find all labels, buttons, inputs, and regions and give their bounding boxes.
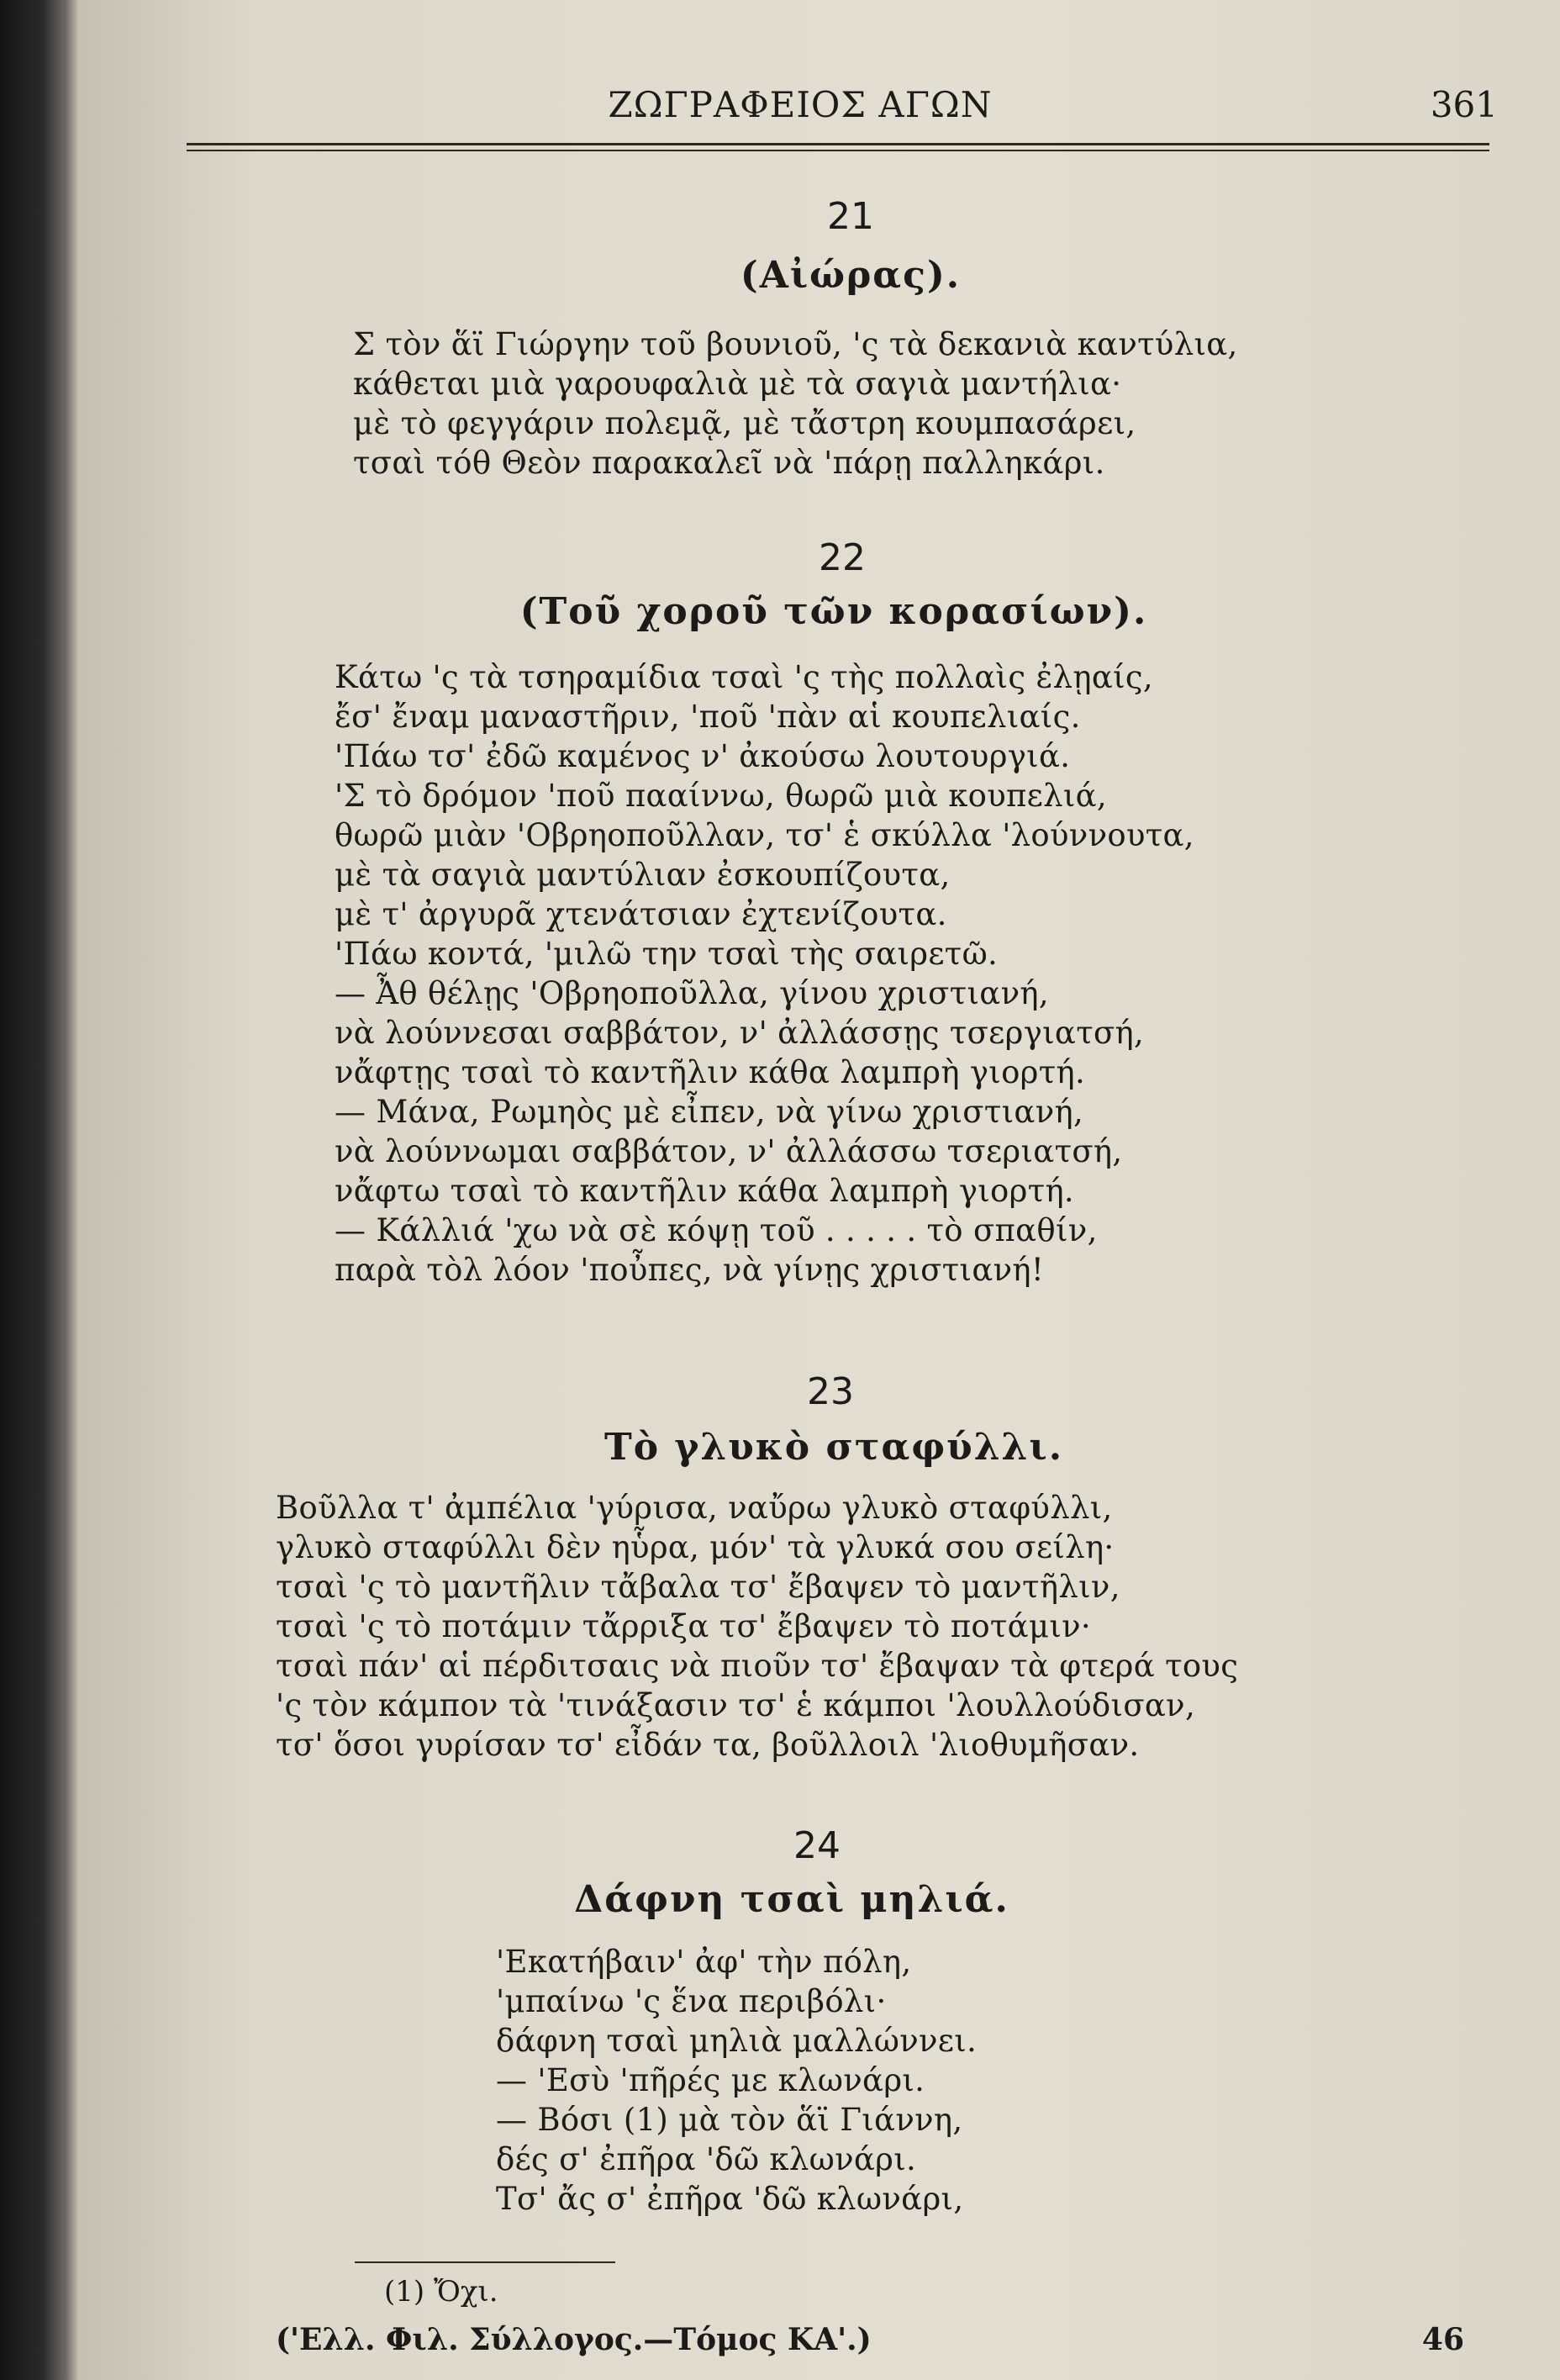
verse-line: τσαὶ πάν' αἱ πέρδιτσαις νὰ πιοῦν τσ' ἔβαψαν τὰ φτερά τους <box>276 1648 1239 1684</box>
verse-line: 'Πάω κοντά, 'μιλῶ την τσαὶ τὴς σαιρετῶ. <box>335 936 999 972</box>
poem-number: 23 <box>807 1370 854 1413</box>
poem-title: (Τοῦ χοροῦ τῶν κορασίων). <box>519 590 1148 633</box>
sheet-number: 46 <box>1421 2322 1464 2357</box>
poem-verse <box>276 1488 1238 1765</box>
verse-line: γλυκὸ σταφύλλι δὲν ηὗρα, μόν' τὰ γλυκά σου σείλη· <box>276 1529 1115 1565</box>
book-page <box>77 0 1560 2380</box>
verse-line: τσαὶ 'ς τὸ ποτάμιν τἄρριξα τσ' ἔβαψεν τὸ ποτάμιν· <box>276 1608 1091 1644</box>
header-rule-bottom <box>187 150 1489 151</box>
poem-verse <box>496 1942 977 2219</box>
verse-line: νὰ λούννωμαι σαββάτον, ν' ἀλλάσσω τσεριατσή, <box>335 1133 1123 1169</box>
verse-line: Τσ' ἄς σ' ἐπῆρα 'δῶ κλωνάρι, <box>496 2181 964 2217</box>
verse-line: τσαὶ 'ς τὸ μαντῆλιν τἄβαλα τσ' ἔβαψεν τὸ μαντῆλιν, <box>276 1569 1120 1605</box>
verse-line: 'μπαίνω 'ς ἕνα περιβόλι· <box>496 1983 887 2019</box>
verse-line: θωρῶ μιὰν 'Οβρηοποῦλλαν, τσ' ἑ σκύλλα 'λούννουτα, <box>335 817 1194 853</box>
verse-line: μὲ τὸ φεγγάριν πολεμᾷ, μὲ τἄστρη κουμπασάρει, <box>353 405 1136 441</box>
poem-verse <box>353 325 1238 483</box>
poem-number: 24 <box>793 1824 841 1867</box>
verse-line: τσαὶ τόθ Θεὸν παρακαλεῖ νὰ 'πάρῃ παλληκάρι. <box>353 445 1105 481</box>
poem-title: Τὸ γλυκὸ σταφύλλι. <box>603 1426 1064 1469</box>
poem-title: Δάφνη τσαὶ μηλιά. <box>574 1878 1009 1921</box>
verse-line: — 'Εσὺ 'πῆρές με κλωνάρι. <box>496 2062 925 2098</box>
verse-line: 'Σ τὸ δρόμον 'ποῦ πααίννω, θωρῶ μιὰ κουπελιά, <box>335 778 1107 814</box>
verse-line: ἔσ' ἔναμ μαναστῆριν, 'ποῦ 'πὰν αἱ κουπελιαίς. <box>335 699 1081 735</box>
poem-verse <box>335 657 1194 1290</box>
header-rule-top <box>187 143 1489 145</box>
verse-line: τσ' ὅσοι γυρίσαν τσ' εἶδάν τα, βοῦλλοιλ 'λιοθυμῆσαν. <box>276 1727 1140 1763</box>
footnote-rule <box>355 2261 615 2263</box>
verse-line: δές σ' ἐπῆρα 'δῶ κλωνάρι. <box>496 2141 917 2177</box>
verse-line: νἄφτω τσαὶ τὸ καντῆλιν κάθα λαμπρὴ γιορτή. <box>335 1173 1074 1209</box>
printer-signature: ('Ελλ. Φιλ. Σύλλογος.—Τόμος ΚΑ'.) <box>276 2322 872 2357</box>
verse-line: δάφνη τσαὶ μηλιὰ μαλλώννει. <box>496 2023 978 2059</box>
footnote: (1) Ὄχι. <box>384 2275 498 2309</box>
verse-line: 'ς τὸν κάμπον τὰ 'τινάξασιν τσ' ἑ κάμποι 'λουλλούδισαν, <box>276 1687 1196 1723</box>
verse-line: — Κάλλιά 'χω νὰ σὲ κόψῃ τοῦ . . . . . τὸ σπαθίν, <box>335 1212 1098 1248</box>
verse-line: νἄφτῃς τσαὶ τὸ καντῆλιν κάθα λαμπρὴ γιορτή. <box>335 1054 1086 1090</box>
verse-line: μὲ τ' ἀργυρᾶ χτενάτσιαν ἐχτενίζουτα. <box>335 896 947 932</box>
page-number: 361 <box>1430 84 1498 125</box>
verse-line: κάθεται μιὰ γαρουφαλιὰ μὲ τὰ σαγιὰ μαντήλια· <box>353 366 1122 402</box>
verse-line: — Μάνα, Ρωμηὸς μὲ εἶπεν, νὰ γίνω χριστιανή, <box>335 1094 1084 1130</box>
poem-title: (Αἰώρας). <box>740 254 962 297</box>
verse-line: Κάτω 'ς τὰ τσηραμίδια τσαὶ 'ς τὴς πολλαὶς ἐλῃαίς, <box>335 659 1153 695</box>
verse-line: παρὰ τὸλ λόον 'ποὖπες, νὰ γίνῃς χριστιανή! <box>335 1252 1045 1288</box>
verse-line: — Ἆθ θέλῃς 'Οβρηοποῦλλα, γίνου χριστιανή, <box>335 975 1049 1011</box>
running-head: ΖΩΓΡΑΦΕΙΟΣ ΑΓΩΝ <box>608 84 993 125</box>
verse-line: Βοῦλλα τ' ἀμπέλια 'γύρισα, ναὔρω γλυκὸ σταφύλλι, <box>276 1490 1113 1526</box>
verse-line: νὰ λούννεσαι σαββάτον, ν' ἀλλάσσῃς τσεργιατσή, <box>335 1015 1145 1051</box>
poem-number: 21 <box>827 195 874 238</box>
verse-line: 'Εκατήβαιν' ἀφ' τὴν πόλη, <box>496 1944 912 1980</box>
verse-line: μὲ τὰ σαγιὰ μαντύλιαν ἐσκουπίζουτα, <box>335 857 951 893</box>
poem-number: 22 <box>819 536 866 579</box>
book-spine-shadow <box>0 0 77 2380</box>
verse-line: — Βόσι (1) μὰ τὸν ἅϊ Γιάννη, <box>496 2102 963 2138</box>
verse-line: 'Πάω τσ' ἐδῶ καμένος ν' ἀκούσω λουτουργιά. <box>335 738 1071 774</box>
verse-line: Σ τὸν ἅϊ Γιώργην τοῦ βουνιοῦ, 'ς τὰ δεκανιὰ καντύλια, <box>353 326 1238 362</box>
